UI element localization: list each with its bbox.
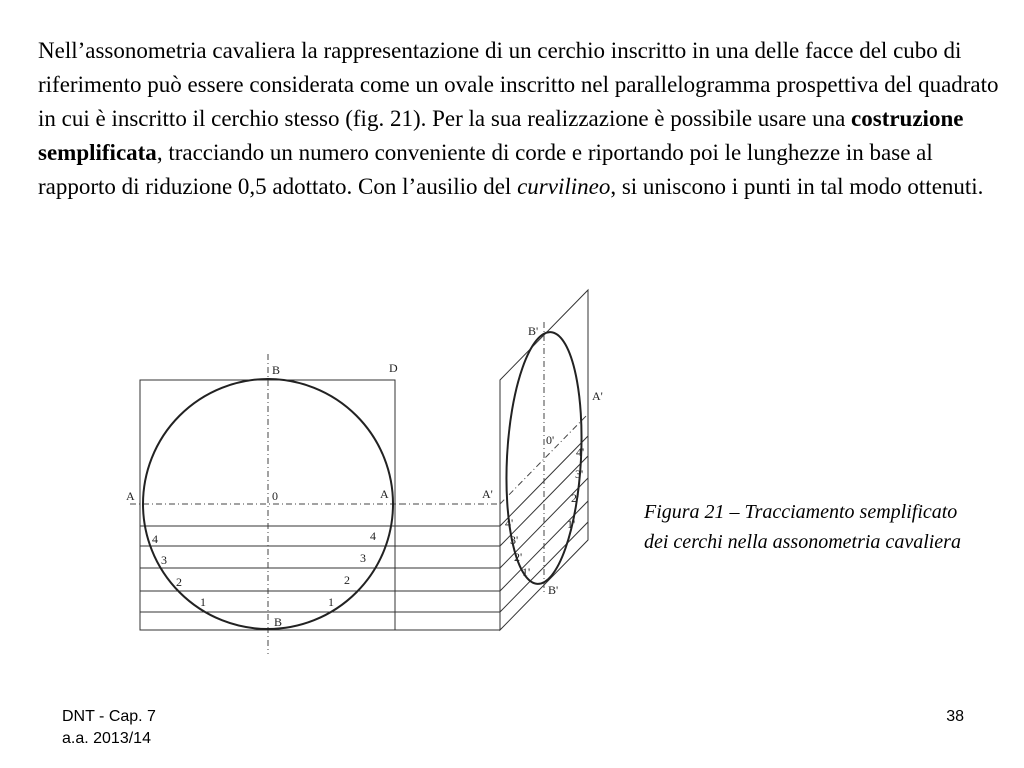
- label-3p-right: 3': [575, 467, 584, 481]
- label-O-prime: 0': [546, 433, 555, 447]
- label-3p-left: 3': [510, 533, 519, 547]
- label-2-left: 2: [176, 575, 182, 589]
- figure-21: [100, 282, 620, 662]
- figure-caption: Figura 21 – Tracciamento semplificato dei cerchi nella assonometria cavaliera: [644, 501, 961, 553]
- label-4p-left: 4': [505, 516, 514, 530]
- body-text-part2: , tracciando un numero conveniente di corde e riportando poi le lunghezze in base al rapporto di riduzione 0,5 adottato. Con l’ausilio del: [38, 140, 933, 199]
- label-4-left: 4: [152, 532, 158, 546]
- footer-course: DNT - Cap. 7: [62, 708, 156, 725]
- label-2p-left: 2': [514, 550, 523, 564]
- label-3-right: 3: [360, 551, 366, 565]
- label-1-right: 1: [328, 595, 334, 609]
- page-number: 38: [946, 708, 964, 725]
- label-3-left: 3: [161, 553, 167, 567]
- label-B-prime-bottom: B': [548, 583, 559, 597]
- label-D: D: [389, 361, 398, 375]
- footer-year: a.a. 2013/14: [62, 730, 151, 747]
- label-A-left: A: [126, 489, 135, 503]
- label-1p-right: 1': [567, 517, 576, 531]
- label-A-prime-right: A': [592, 389, 603, 403]
- label-B-top: B: [272, 363, 281, 377]
- label-B-prime-top: B': [528, 324, 539, 338]
- footer-left: [62, 706, 156, 750]
- label-1-left: 1: [200, 595, 206, 609]
- label-O: 0: [272, 489, 278, 503]
- label-2-right: 2: [344, 573, 350, 587]
- label-1p-left: 1': [522, 565, 531, 579]
- label-A-right: A: [380, 487, 389, 501]
- label-2p-right: 2': [571, 491, 580, 505]
- body-text-italic: curvilineo: [517, 174, 611, 199]
- label-A-prime-left: A': [482, 487, 493, 501]
- body-text-part1: Nell’assonometria cavaliera la rappresentazione di un cerchio inscritto in una delle facce del cubo di riferimento può essere considerata come un ovale inscritto nel parallelogramma prospettiva del quadrato in cui è inscritto il cerchio stesso (fig. 21). Per la sua realizzazione è possibile usare una: [38, 38, 999, 131]
- body-text-bold: costruzione semplificata: [38, 106, 964, 165]
- label-B-bottom: B: [274, 615, 283, 629]
- label-4p-right: 4': [576, 445, 585, 459]
- cavalier-circle-diagram: [100, 282, 620, 662]
- body-paragraph: [38, 34, 1008, 204]
- body-text-part3: , si uniscono i punti in tal modo ottenuti.: [610, 174, 984, 199]
- label-4-right: 4: [370, 529, 376, 543]
